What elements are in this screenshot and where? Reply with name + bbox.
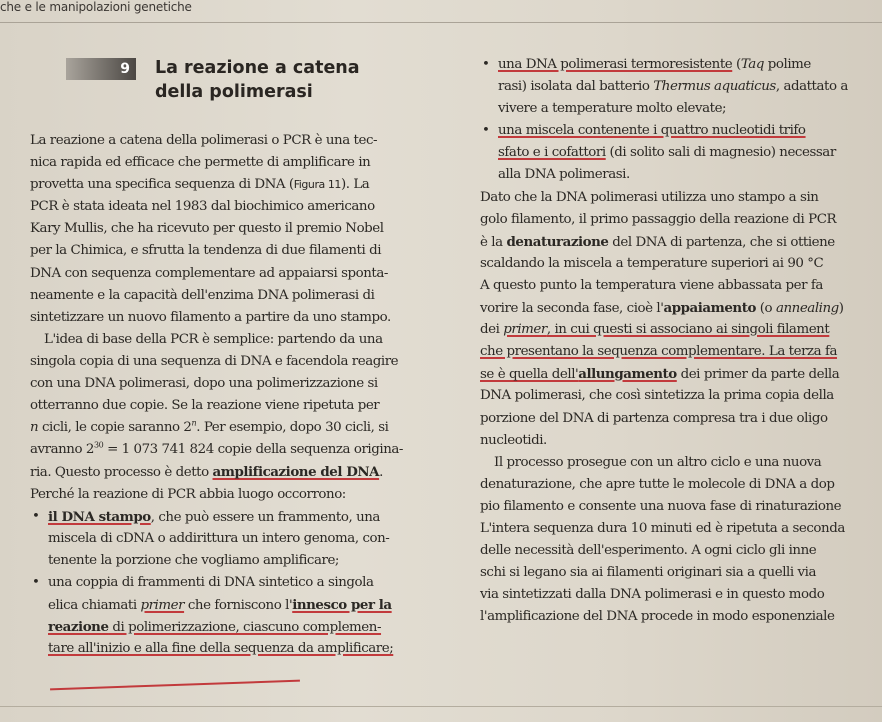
text-span: che forniscono l' (184, 597, 293, 613)
text-line: La reazione a catena della polimerasi o PCR è una tec- (30, 133, 378, 148)
text-line: per la Chimica, e sfrutta la tendenza di due filamenti di (30, 243, 382, 259)
text-line (30, 638, 470, 660)
text-line: PCR è stata ideata nel 1983 dal biochimico americano (30, 199, 375, 215)
text-line (480, 363, 882, 385)
key-term: innesco per la (292, 596, 392, 613)
text-span: di polimerizzazione, ciascuno complemen- (108, 620, 382, 636)
section-title (155, 56, 360, 104)
exponent: n (191, 418, 197, 428)
text-span: che presentano la sequenza complementare. La terza fa (480, 344, 837, 360)
text-span: Taq (740, 57, 764, 72)
running-head: che e le manipolazioni genetiche (0, 0, 192, 14)
text-span: , che può essere un frammento, una (150, 509, 380, 525)
text-span: = 1 073 741 824 copie della sequenza origina- (103, 442, 403, 458)
bottom-divider (0, 706, 882, 707)
text-line: tenente la porzione che vogliamo amplificare; (48, 552, 339, 568)
text-span: Thermus aquaticus (653, 79, 776, 95)
bullet-icon: • (482, 123, 490, 139)
text-line (30, 594, 470, 616)
key-term: reazione (48, 619, 109, 636)
key-term: allungamento (578, 366, 677, 383)
text-span: , adattato a (775, 79, 848, 95)
text-line: Il processo prosegue con un altro ciclo e una nuova (494, 454, 822, 470)
text-line (30, 174, 470, 196)
text-line: vivere a temperature molto elevate; (498, 101, 727, 117)
text-line (480, 76, 882, 98)
text-span: rasi) isolata dal batterio (498, 79, 654, 95)
text-span: (di solito sali di magnesio) necessar (605, 145, 836, 161)
top-divider (0, 22, 882, 23)
text-span: è la (480, 234, 507, 250)
text-span: ). La (340, 177, 370, 193)
text-line: Kary Mullis, che ha ricevuto per questo il premio Nobel (30, 221, 384, 237)
text-line: porzione del DNA di partenza compresa tra i due oligo (480, 410, 828, 426)
text-span: ( (732, 57, 741, 72)
text-line: Perché la reazione di PCR abbia luogo occorrono: (30, 486, 346, 502)
bullet-icon: • (32, 574, 40, 590)
text-line: nucleotidi. (480, 432, 547, 448)
key-term: una miscela contenente i quattro nucleotidi trifo (498, 123, 806, 139)
key-term: denaturazione (506, 233, 609, 250)
text-span: annealing (775, 301, 839, 317)
key-term: appaiamento (663, 300, 756, 317)
text-line (480, 142, 882, 164)
text-line: L'idea di base della PCR è semplice: partendo da una (44, 331, 383, 347)
text-span: ria. Questo processo è detto (30, 465, 213, 481)
text-span: vorire la seconda fase, cioè l' (480, 301, 664, 317)
text-line (30, 461, 470, 483)
text-line: sintetizzare un nuovo filamento a partire da uno stampo. (30, 309, 391, 325)
text-line: otterranno due copie. Se la reazione viene ripetuta per (30, 398, 380, 414)
text-line: alla DNA polimerasi. (498, 167, 630, 183)
text-span: elica chiamati (48, 597, 141, 613)
text-span: dei primer da parte della (676, 367, 840, 383)
text-line: delle necessità dell'esperimento. A ogni ciclo gli inne (480, 543, 817, 559)
exponent: 30 (93, 440, 104, 450)
text-line: miscela di cDNA o addirittura un intero genoma, con- (48, 530, 390, 546)
text-line: nica rapida ed efficace che permette di amplificare in (30, 155, 371, 171)
section-title-line1: La reazione a catena (155, 58, 360, 78)
text-line: DNA polimerasi, che così sintetizza la prima copia della (480, 388, 834, 404)
text-line: singola copia di una sequenza di DNA e facendola reagire (30, 353, 399, 369)
list-item (480, 120, 882, 142)
text-line: DNA con sequenza complementare ad appaiarsi sponta- (30, 265, 388, 281)
text-line (480, 231, 882, 253)
text-span: . Per esempio, dopo 30 cicli, si (196, 420, 389, 436)
text-line: denaturazione, che apre tutte le molecole di DNA a dop (480, 476, 835, 492)
text-line: A questo punto la temperatura viene abbassata per fa (480, 277, 823, 293)
text-span: tare all'inizio e alla fine della sequenza da amplificare; (48, 641, 394, 657)
key-term: sfato e i cofattori (498, 145, 606, 161)
text-line (30, 439, 470, 461)
section-title-line2: della polimerasi (155, 82, 313, 102)
text-line: scaldando la miscela a temperature superiori ai 90 °C (480, 255, 824, 271)
text-span: del DNA di partenza, che si ottiene (608, 234, 835, 250)
left-column (30, 130, 470, 660)
red-pen-stroke (50, 680, 300, 691)
text-line (480, 341, 882, 363)
text-line: via sintetizzati dalla DNA polimerasi e in questo modo (480, 587, 825, 603)
text-span: ) (838, 301, 844, 317)
figure-reference: Figura 11 (293, 178, 341, 192)
text-line (480, 297, 882, 319)
text-span: provetta una specifica sequenza di DNA ( (30, 177, 294, 193)
text-line: pio filamento e consente una nuova fase di rinaturazione (480, 498, 842, 514)
text-line: schi si legano sia ai filamenti originari sia a quelli via (480, 565, 816, 581)
text-line: Dato che la DNA polimerasi utilizza uno stampo a sin (480, 189, 819, 205)
text-span: (o (755, 301, 776, 317)
text-span: una coppia di frammenti di DNA sintetico a singola (48, 574, 374, 590)
text-span: dei (480, 322, 504, 338)
text-line: neamente e la capacità dell'enzima DNA polimerasi di (30, 287, 375, 303)
list-item (30, 506, 470, 528)
key-term: primer (503, 322, 547, 338)
text-span: n (30, 420, 39, 436)
right-column (480, 54, 882, 628)
text-span: cicli, le copie saranno 2 (38, 420, 192, 436)
bullet-icon: • (32, 508, 40, 524)
list-item (30, 572, 470, 594)
bullet-icon: • (482, 57, 490, 72)
text-line: golo filamento, il primo passaggio della reazione di PCR (480, 211, 837, 227)
text-line (30, 417, 470, 439)
text-span: , in cui questi si associano ai singoli filament (546, 322, 830, 338)
section-number-badge: 9 (66, 58, 136, 80)
key-term: una DNA polimerasi termoresistente (498, 57, 733, 72)
text-line (480, 319, 882, 341)
text-span: polime (763, 57, 811, 72)
key-term: amplificazione del DNA (212, 464, 380, 481)
text-line: l'amplificazione del DNA procede in modo esponenziale (480, 609, 835, 625)
text-span: se è quella dell' (480, 367, 579, 383)
list-item (480, 54, 882, 76)
key-term: il DNA stampo (48, 508, 151, 525)
text-span: . (379, 465, 383, 481)
key-term: primer (140, 597, 185, 613)
text-span: avranno 2 (30, 442, 94, 458)
text-line (30, 616, 470, 638)
text-line: L'intera sequenza dura 10 minuti ed è ripetuta a seconda (480, 520, 845, 536)
text-line: con una DNA polimerasi, dopo una polimerizzazione si (30, 376, 378, 392)
